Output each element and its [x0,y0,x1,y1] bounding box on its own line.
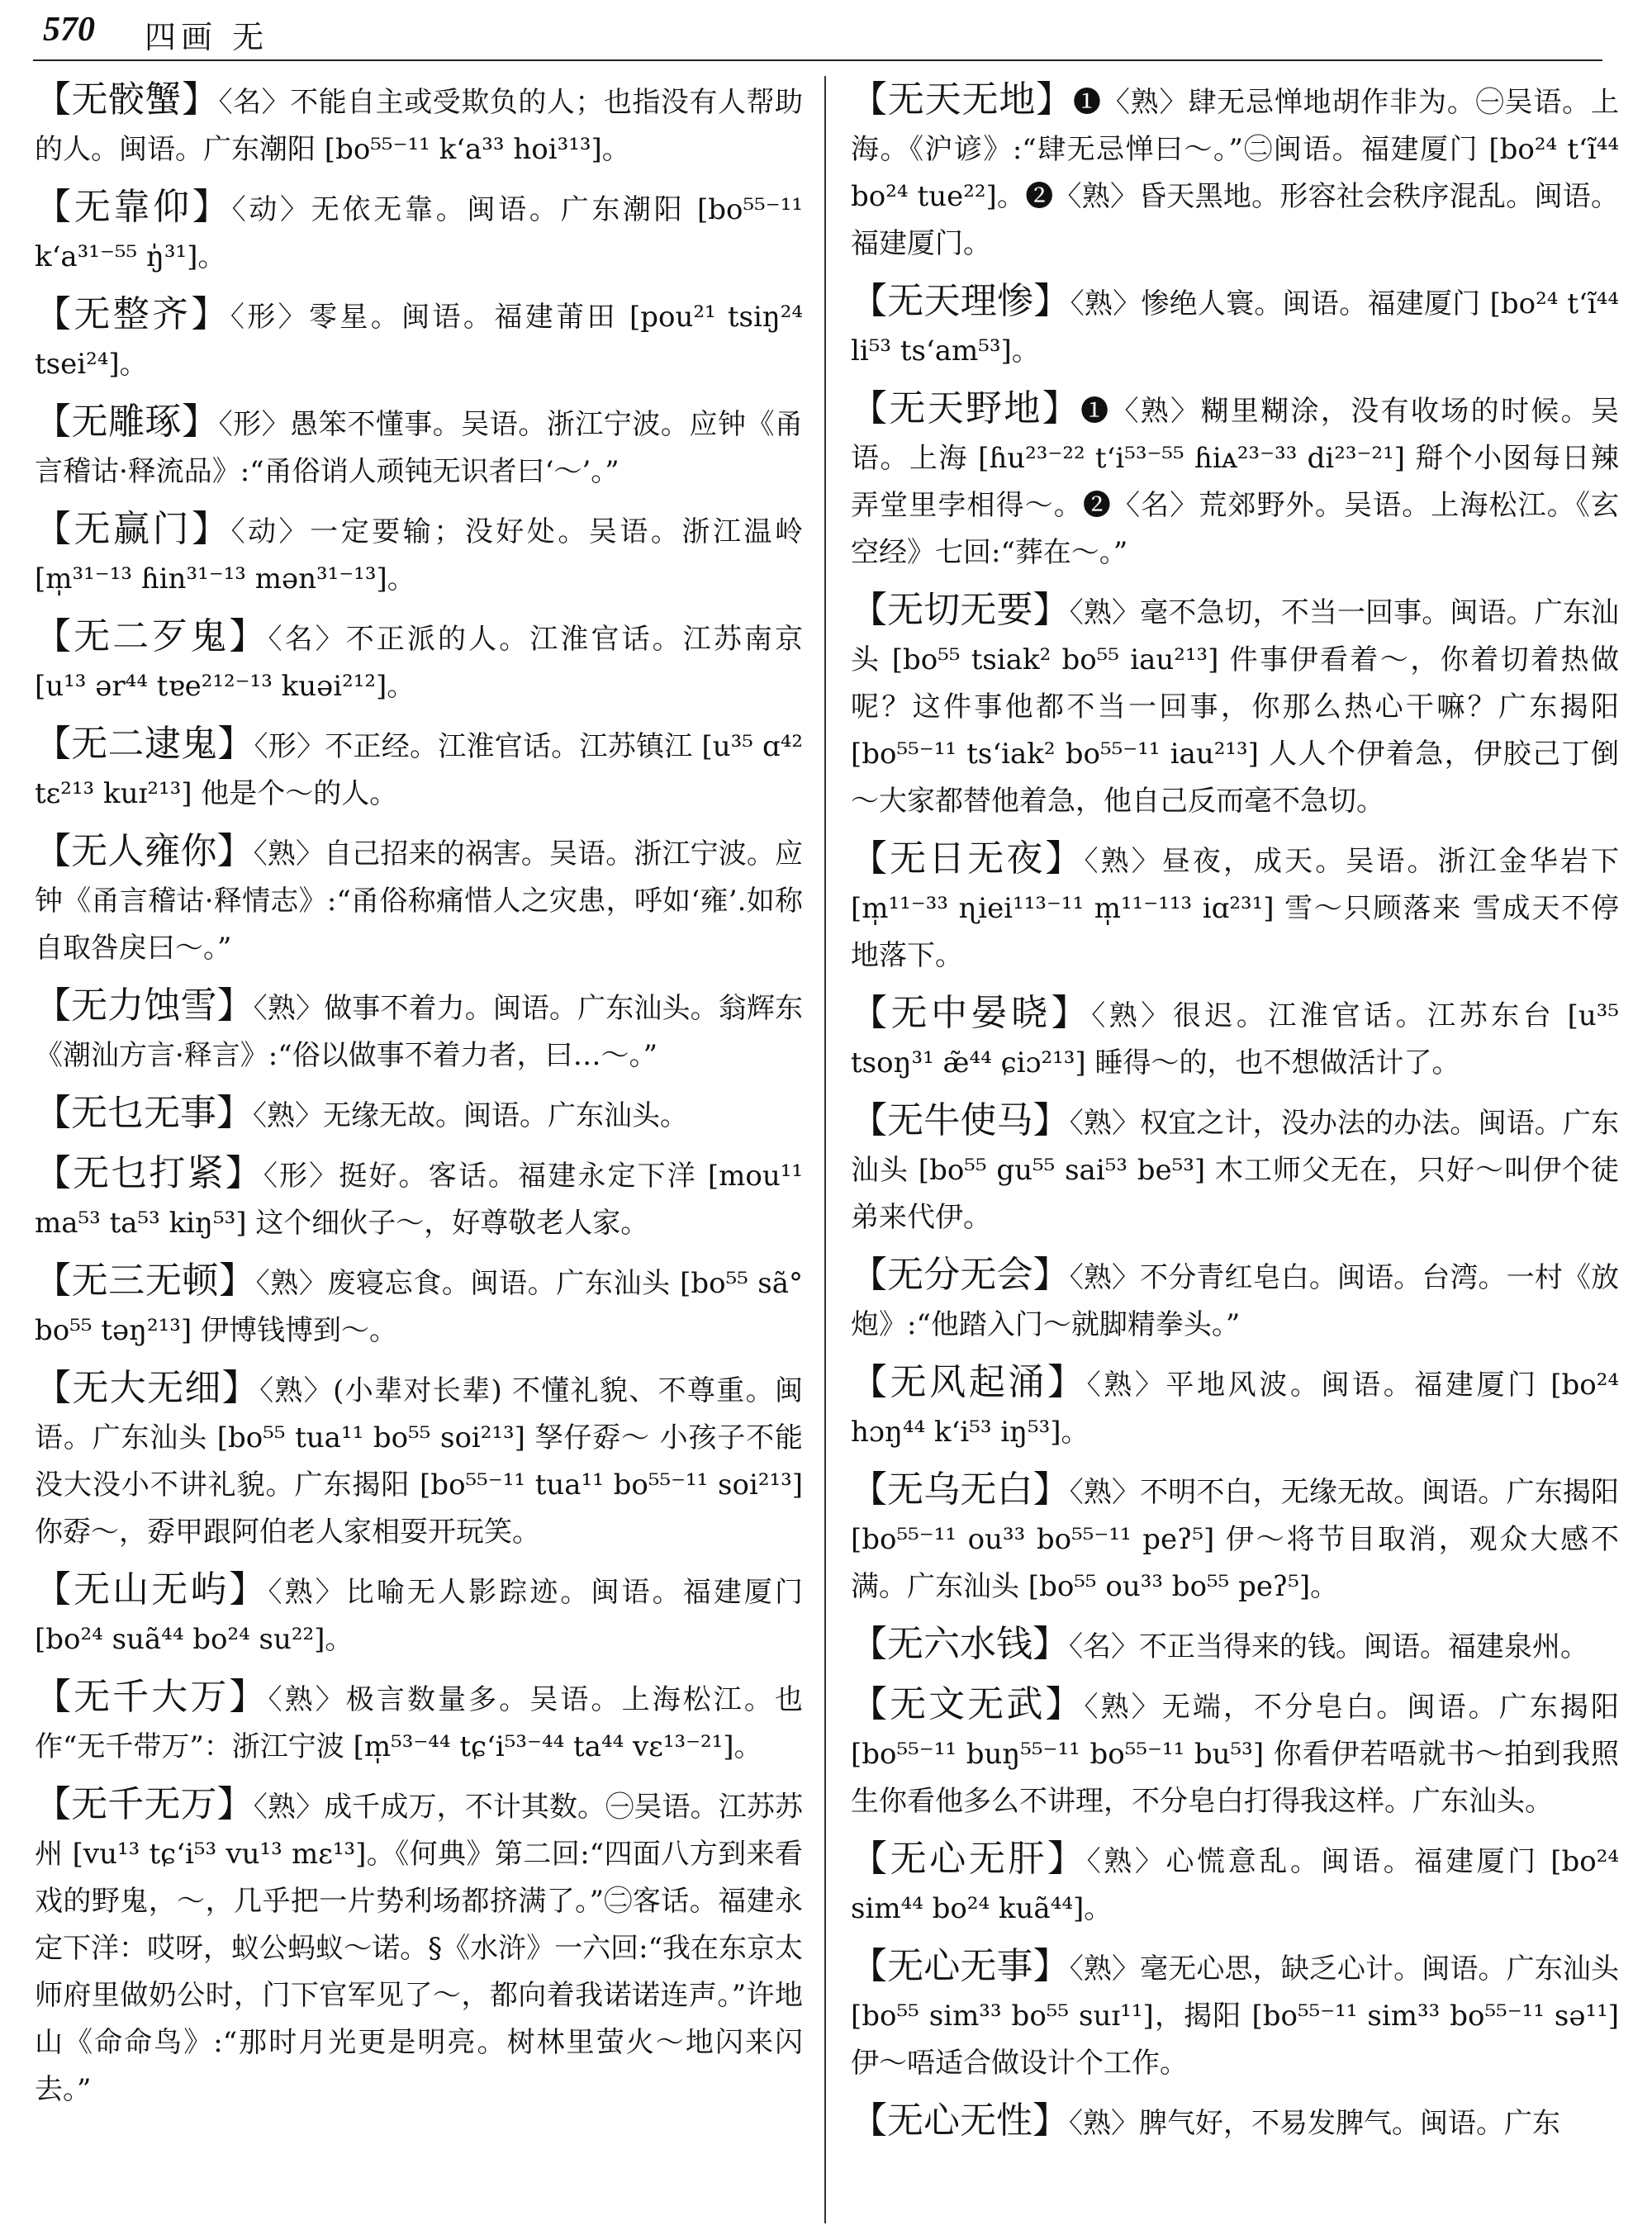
entry-definition: 〈熟〉不分青红皂白。闽语。台湾。一村《放炮》:“他踏入门～就脚精拳头。” [851,1261,1620,1341]
entry-headword: 【无分无会】 [851,1254,1070,1296]
entry-definition: 〈动〉一定要输；没好处。吴语。浙江温岭 [m̩³¹⁻¹³ ɦin³¹⁻¹³ mən³¹⁻¹³]。 [35,515,803,595]
entry-headword: 【无日无夜】 [851,837,1085,880]
dictionary-entry [35,982,803,1079]
entry-headword: 【无文无武】 [851,1683,1085,1725]
entry-definition: 〈熟〉惨绝人寰。闽语。福建厦门 [bo²⁴ t‘ĩ⁴⁴ li⁵³ ts‘am⁵³]。 [851,287,1620,368]
dictionary-entry [851,989,1619,1087]
entry-headword: 【无整齐】 [35,293,230,335]
entry-definition: ❶〈熟〉肆无忌惮地胡作非为。㊀吴语。上海。《沪谚》:“肆无忌惮曰～。”㊁闽语。福建厦门 [bo²⁴ t‘ĩ⁴⁴ bo²⁴ tue²²]。❷〈熟〉昏天黑地。形容社会秩序混乱。闽语。福建厦门。 [851,86,1619,260]
entry-definition: 〈熟〉比喻无人影踪迹。闽语。福建厦门 [bo²⁴ suã⁴⁴ bo²⁴ su²²]。 [35,1576,804,1656]
column-divider [824,76,826,2223]
dictionary-entry [851,2097,1619,2147]
dictionary-entry [35,1566,803,1663]
entry-definition: 〈形〉愚笨不懂事。吴语。浙江宁波。应钟《甬言稽诂·释流品》:“甬俗诮人顽钝无识者曰‘～’。” [35,408,804,488]
dictionary-entry [851,1097,1619,1241]
header-rule [33,59,1602,61]
entry-headword: 【无心无肝】 [851,1838,1087,1880]
entry-headword: 【无六水钱】 [851,1623,1069,1665]
dictionary-entry [851,1943,1619,2087]
entry-definition: 〈名〉不能自主或受欺负的人；也指没有人帮助的人。闽语。广东潮阳 [bo⁵⁵⁻¹¹ k‘a³³ hoi³¹³]。 [35,86,804,166]
entry-headword: 【无切无要】 [851,589,1070,631]
entry-headword: 【无乜打紧】 [35,1152,263,1194]
entry-headword: 【无千大万】 [35,1676,268,1718]
entry-headword: 【无天无地】 [851,78,1073,121]
entry-definition: 〈动〉无依无靠。闽语。广东潮阳 [bo⁵⁵⁻¹¹ k‘a³¹⁻⁵⁵ ŋ̍³¹]。 [35,193,803,273]
entry-headword: 【无三无顿】 [35,1260,256,1302]
dictionary-entry [851,835,1619,980]
dictionary-entry [851,1359,1619,1456]
dictionary-entry [851,278,1619,375]
dictionary-entry [851,1466,1619,1611]
entry-definition: 〈形〉不正经。江淮官话。江苏镇江 [u³⁵ ɑ⁴² tɛ²¹³ kuɪ²¹³] 他是个～的人。 [35,730,803,810]
entry-headword: 【无山无屿】 [35,1568,268,1611]
entry-headword: 【无心无事】 [851,1945,1070,1987]
entry-headword: 【无赢门】 [35,508,231,550]
dictionary-entry [851,1251,1619,1349]
entry-headword: 【无心无性】 [851,2100,1069,2142]
dictionary-entry [35,1364,803,1556]
dictionary-entry [851,1620,1619,1671]
entry-definition: 〈熟〉毫无心思，缺乏心计。闽语。广东汕头 [bo⁵⁵ sim³³ bo⁵⁵ suɪ¹¹]，揭阳 [bo⁵⁵⁻¹¹ sim³³ bo⁵⁵⁻¹¹ sə¹¹] 伊～唔适合做设计个工作。 [851,1952,1620,2080]
entry-definition: 〈熟〉心慌意乱。闽语。福建厦门 [bo²⁴ sim⁴⁴ bo²⁴ kuã⁴⁴]。 [851,1845,1619,1925]
entry-headword: 【无人雍你】 [35,830,254,872]
dictionary-entry [35,613,803,710]
dictionary-entry [851,1681,1619,1825]
page-number: 570 [43,11,95,49]
entry-definition: 〈熟〉平地风波。闽语。福建厦门 [bo²⁴ hɔŋ⁴⁴ k‘i⁵³ iŋ⁵³]。 [851,1369,1619,1449]
entry-definition: ❶〈熟〉糊里糊涂，没有收场的时候。吴语。上海 [ɦu²³⁻²² t‘i⁵³⁻⁵⁵ ɦiᴀ²³⁻³³ di²³⁻²¹] 搿个小囡每日辣弄堂里孛相得～。❷〈名〉荒郊野外。吴语。上海松江。《玄空经》七回:“葬在～。” [851,395,1620,569]
entry-headword: 【无力蚀雪】 [35,985,254,1027]
entry-headword: 【无千无万】 [35,1783,254,1825]
entry-headword: 【无骹蟹】 [35,78,219,121]
entry-definition: 〈形〉挺好。客话。福建永定下洋 [mou¹¹ ma⁵³ ta⁵³ kiŋ⁵³] 这个细伙子～，好尊敬老人家。 [35,1160,803,1240]
dictionary-entry [851,586,1619,825]
dictionary-entry [35,1150,803,1247]
entry-definition: 〈形〉零星。闽语。福建莆田 [pou²¹ tsiŋ²⁴ tsei²⁴]。 [35,301,804,381]
entry-headword: 【无雕琢】 [35,401,219,443]
entry-definition: 〈熟〉自己招来的祸害。吴语。浙江宁波。应钟《甬言稽诂·释情志》:“甬俗称痛惜人之灾患，呼如‘雍’.如称自取咎戾曰～。” [35,837,804,965]
entry-definition: 〈熟〉无缘无故。闽语。广东汕头。 [253,1099,688,1132]
entry-definition: 〈熟〉废寝忘食。闽语。广东汕头 [bo⁵⁵ sã° bo⁵⁵ təŋ²¹³] 伊博钱博到～。 [35,1267,804,1347]
entry-headword: 【无天野地】 [851,387,1081,429]
dictionary-entry [35,1673,803,1771]
dictionary-entry [851,1835,1619,1933]
entry-definition: 〈熟〉权宜之计，没办法的办法。闽语。广东汕头 [bo⁵⁵ gu⁵⁵ sai⁵³ be⁵³] 木工师父无在，只好～叫伊个徒弟来代伊。 [851,1107,1620,1234]
entry-definition: 〈名〉不正当得来的钱。闽语。福建泉州。 [1069,1630,1588,1663]
entry-definition: 〈熟〉不明不白，无缘无故。闽语。广东揭阳 [bo⁵⁵⁻¹¹ ou³³ bo⁵⁵⁻¹¹ peʔ⁵] 伊～将节目取消，观众大感不满。广东汕头 [bo⁵⁵ ou³³ bo⁵⁵ peʔ⁵]。 [851,1476,1620,1603]
right-column [851,76,1619,2157]
entry-headword: 【无靠仰】 [35,186,232,228]
entry-headword: 【无大无细】 [35,1367,260,1409]
entry-definition: 〈熟〉脾气好，不易发脾气。闽语。广东 [1069,2107,1560,2140]
left-column [35,76,803,2123]
dictionary-entry [35,1257,803,1355]
dictionary-entry [851,76,1619,268]
entry-definition: 〈名〉不正派的人。江淮官话。江苏南京 [u¹³ ər⁴⁴ tɐe²¹²⁻¹³ kuəi²¹²]。 [35,623,804,703]
dictionary-entry [35,76,803,173]
entry-headword: 【无风起涌】 [851,1361,1087,1403]
dictionary-entry [35,505,803,603]
entry-definition: 〈熟〉很迟。江淮官话。江苏东台 [u³⁵ tsoŋ³¹ æ̃⁴⁴ ɕiɔ²¹³] 睡得～的，也不想做活计了。 [851,999,1620,1079]
dictionary-entry [35,828,803,972]
entry-definition: 〈熟〉成千成万，不计其数。㊀吴语。江苏苏州 [vu¹³ tɕ‘i⁵³ vu¹³ mɛ¹³]。《何典》第二回:“四面八方到来看戏的野鬼，～，几乎把一片势利场都挤满了。”㊁客话。福建永定下洋：哎呀，蚁公蚂蚁～诺。§《水浒》一六回:“我在东京太师府里做奶公时，门下官军见了～，都向着我诺诺连声。”许地山《命命鸟》:“那时月光更是明亮。树林里萤火～地闪来闪去。” [35,1791,804,2106]
entry-definition: 〈熟〉(小辈对长辈) 不懂礼貌、不尊重。闽语。广东汕头 [bo⁵⁵ tua¹¹ bo⁵⁵ soi²¹³] 孥仔孬～ 小孩子不能没大没小不讲礼貌。广东揭阳 [bo⁵⁵⁻¹¹ tua¹¹ bo⁵⁵⁻¹¹ soi²¹³] 你孬～，孬甲跟阿伯老人家相耍开玩笑。 [35,1374,803,1549]
entry-headword: 【无二逮鬼】 [35,723,254,765]
entry-headword: 【无天理惨】 [851,280,1070,322]
entry-headword: 【无乜无事】 [35,1092,253,1134]
entry-headword: 【无乌无白】 [851,1468,1070,1511]
entry-headword: 【无牛使马】 [851,1099,1070,1141]
entry-definition: 〈熟〉做事不着力。闽语。广东汕头。翁辉东《潮汕方言·释言》:“俗以做事不着力者，曰…～。” [35,992,804,1072]
dictionary-entry [35,1781,803,2114]
entry-definition: 〈熟〉毫不急切，不当一回事。闽语。广东汕头 [bo⁵⁵ tsiak² bo⁵⁵ iau²¹³] 件事伊看着～，你着切着热做呢？这件事他都不当一回事，你那么热心干嘛？广东揭阳 [bo⁵⁵⁻¹¹ ts‘iak² bo⁵⁵⁻¹¹ iau²¹³] 人人个伊着急，伊胶己丁倒～大家都替他着急，他自己反而毫不急切。 [851,596,1620,818]
dictionary-entry [851,385,1619,576]
entry-definition: 〈熟〉极言数量多。吴语。上海松江。也作“无千带万”：浙江宁波 [m̩⁵³⁻⁴⁴ tɕ‘i⁵³⁻⁴⁴ ta⁴⁴ vɛ¹³⁻²¹]。 [35,1683,804,1763]
entry-definition: 〈熟〉昼夜，成天。吴语。浙江金华岩下 [m̩¹¹⁻³³ ɳiei¹¹³⁻¹¹ m̩¹¹⁻¹¹³ iɑ²³¹] 雪～只顾落来 雪成天不停地落下。 [851,845,1620,972]
section-title: 四画 无 [145,19,269,55]
dictionary-entry [35,398,803,496]
entry-definition: 〈熟〉无端，不分皂白。闽语。广东揭阳 [bo⁵⁵⁻¹¹ buŋ⁵⁵⁻¹¹ bo⁵⁵⁻¹¹ bu⁵³] 你看伊若唔就书～拍到我照生你看他多么不讲理，不分皂白打得我这样。广东汕头。 [851,1691,1620,1818]
page-header [0,0,1652,64]
dictionary-entry [35,291,803,388]
entry-headword: 【无二歹鬼】 [35,615,268,657]
dictionary-entry [35,1089,803,1140]
dictionary-entry [35,183,803,281]
entry-headword: 【无中晏晓】 [851,992,1092,1034]
dictionary-entry [35,720,803,818]
